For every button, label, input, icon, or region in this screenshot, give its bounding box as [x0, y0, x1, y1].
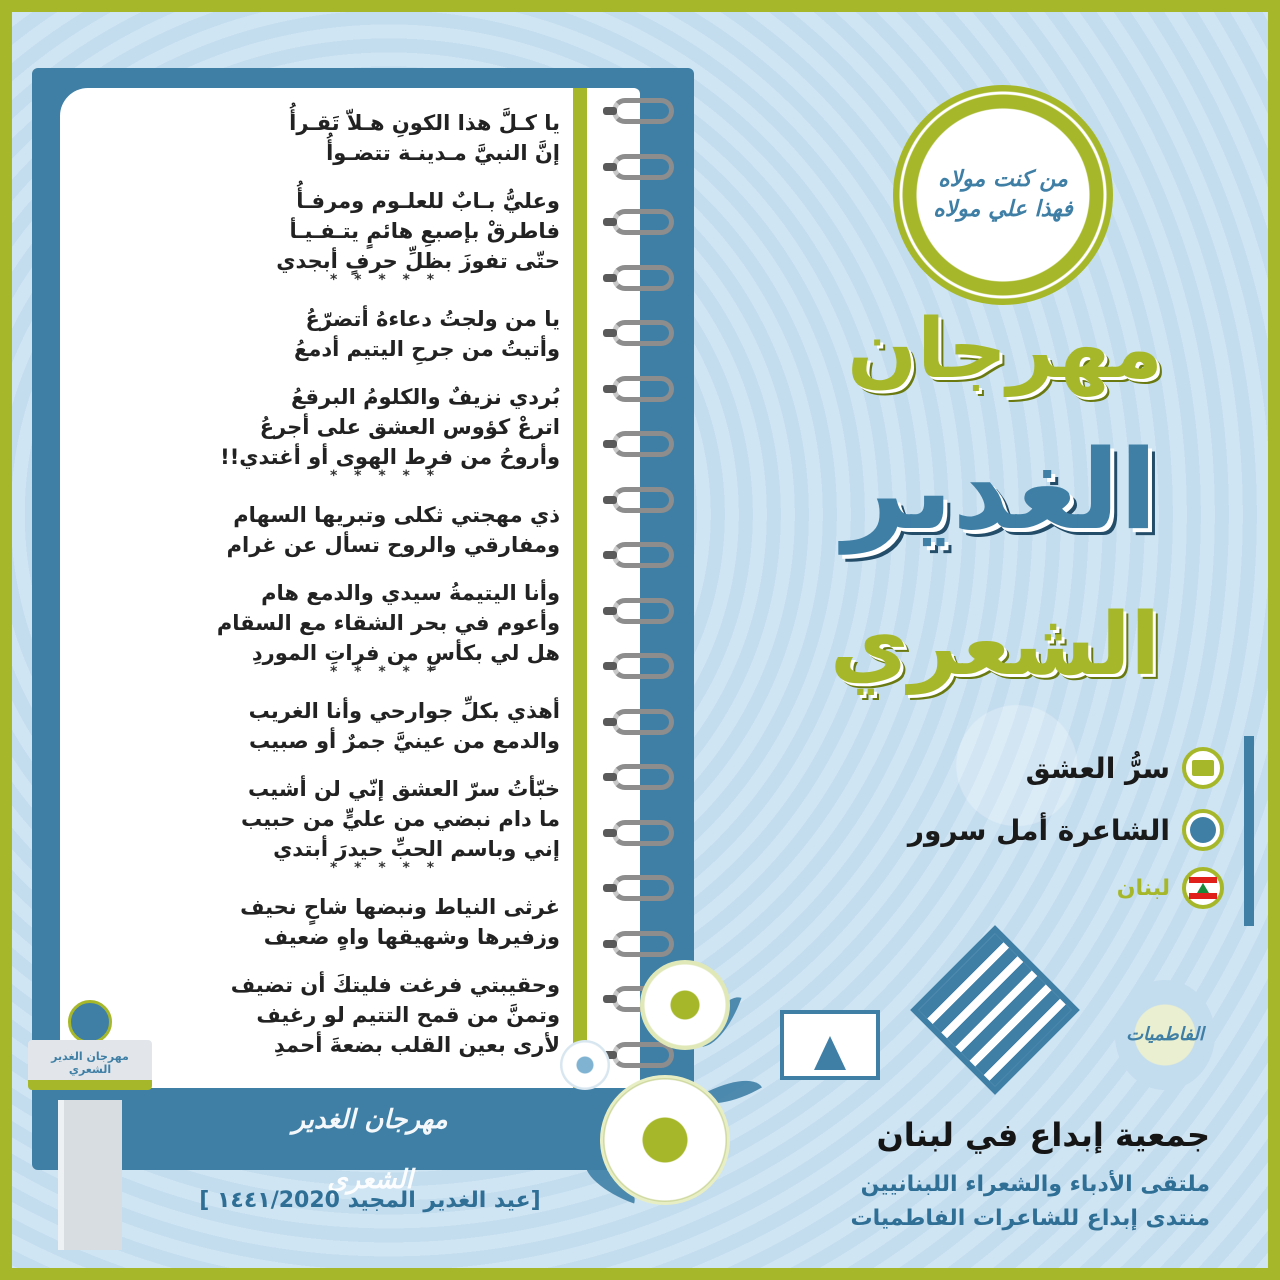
- poem-text: [210, 108, 560, 1057]
- spiral-ring: [612, 98, 674, 124]
- poem-line: اترعْ كؤوس العشق على أجرعُ: [259, 415, 560, 439]
- spiral-ring: [612, 598, 674, 624]
- stanza-separator: * * * * *: [329, 860, 441, 876]
- poem-line: ما دام نبضي من عليٍّ من حبيب: [241, 807, 560, 831]
- podium-label: مهرجان الغدير الشعري: [51, 1050, 129, 1076]
- poem-line: أهذي بكلِّ جوارحي وأنا الغريب: [248, 699, 560, 723]
- info-country-row: [1117, 866, 1224, 910]
- festival-title-line1: مهرجان: [847, 302, 1163, 397]
- poem-line: وأعوم في بحر الشقاء مع السقام: [216, 611, 560, 635]
- spiral-ring: [612, 376, 674, 402]
- poem-line: وعليُّ بـابٌ للعلـوم ومرفـأُ: [296, 189, 560, 213]
- spiral-binding: [612, 98, 682, 1078]
- poem-stanza: [210, 696, 560, 756]
- poem-line: يا من ولجتُ دعاءهُ أتضرّعُ: [305, 307, 560, 331]
- spiral-ring: [612, 265, 674, 291]
- book-icon: [1182, 747, 1224, 789]
- spiral-ring: [612, 542, 674, 568]
- poem-stanza: [210, 500, 560, 560]
- festival-date: [عيد الغدير المجيد ١٤٤١/2020 ]: [199, 1188, 541, 1213]
- poem-line: ومفارقي والروح تسأل عن غرام: [226, 533, 560, 557]
- poem-stanza: [210, 186, 560, 286]
- poem-line: ذي مهجتي ثكلى وتبريها السهام: [233, 503, 560, 527]
- poem-line: وتمنَّ من قمح التتيم لو رغيف: [256, 1003, 560, 1027]
- country-name: لبنان: [1116, 875, 1170, 901]
- flower-decoration: [640, 960, 730, 1050]
- poem-line: فاطرقْ بإصبعِ هائمٍ يتـفـيـأ: [289, 219, 560, 243]
- poem-stanza: [210, 774, 560, 874]
- podium-column: [58, 1100, 122, 1250]
- calligraphy-seal: [893, 85, 1113, 305]
- stanza-separator: * * * * *: [329, 664, 441, 680]
- spiral-ring: [612, 931, 674, 957]
- poem-line: لأرى بعين القلب بضعةَ أحمدِ: [273, 1033, 560, 1057]
- book-cedar-logo-icon: [780, 1010, 880, 1080]
- poem-line: يا كـلَّ هذا الكونِ هـلاّ تَقـرأُ: [289, 111, 560, 135]
- podium-seal-icon: [68, 1000, 112, 1044]
- spiral-ring: [612, 653, 674, 679]
- poem-stanza: [210, 304, 560, 364]
- poem-line: وأتيتُ من جرحِ اليتيم أدمعُ: [293, 337, 560, 361]
- fatimiyat-logo: الفاطميات: [1115, 980, 1215, 1090]
- poem-line: خبّأتُ سرّ العشق إنّي لن أشيب: [248, 777, 560, 801]
- poem-line: وأنا اليتيمةُ سيدي والدمع هام: [261, 581, 560, 605]
- page-margin-line: [573, 88, 587, 1088]
- festival-logo-notebook: مهرجان الغدير الشعري: [292, 1105, 448, 1195]
- poem-line: حتّى تفوزَ بظلِّ حرفٍ أبجدي: [276, 249, 560, 273]
- user-icon: [1182, 809, 1224, 851]
- festival-title-line2: الغدير: [842, 426, 1158, 554]
- forum-line-1: ملتقى الأدباء والشعراء اللبنانيين: [860, 1172, 1210, 1197]
- poem-stanza: [210, 382, 560, 482]
- lebanon-flag-icon: [1182, 867, 1224, 909]
- info-poem-title-row: [1026, 746, 1224, 790]
- poem-line: وزفيرها وشهيقها واهٍ ضعيف: [263, 925, 560, 949]
- poem-stanza: [210, 970, 560, 1060]
- poem-line: إنَّ النبيَّ مـدينـة تتضـوأُ: [326, 141, 560, 165]
- kufic-square-logo-icon: [910, 925, 1080, 1095]
- flower-decoration: [560, 1040, 610, 1090]
- seal-text: من كنت مولاه فهذا علي مولاه: [933, 167, 1073, 222]
- flower-decoration: [600, 1075, 730, 1205]
- poem-stanza: [210, 108, 560, 168]
- info-accent-bar: [1244, 736, 1254, 926]
- poem-line: هل لي بكأسٍ من فراتِ الموردِ: [251, 641, 560, 665]
- poem-line: بُردي نزيفٌ والكلومُ البرقعُ: [290, 385, 560, 409]
- poet-name: الشاعرة أمل سرور: [907, 813, 1170, 847]
- spiral-ring: [612, 487, 674, 513]
- poem-stanza: [210, 892, 560, 952]
- poem-line: وأروحُ من فرط الهوى أو أغتدي!!: [220, 445, 560, 469]
- spiral-ring: [612, 875, 674, 901]
- forum-line-2: منتدى إبداع للشاعرات الفاطميات: [850, 1206, 1210, 1231]
- association-name: جمعية إبداع في لبنان: [876, 1116, 1210, 1154]
- spiral-ring: [612, 154, 674, 180]
- poem-line: والدمع من عينيَّ جمرٌ أو صبيب: [248, 729, 560, 753]
- spiral-ring: [612, 709, 674, 735]
- poem-line: غرثى النياط ونبضها شاحٍ نحيف: [240, 895, 560, 919]
- spiral-ring: [612, 320, 674, 346]
- poem-line: إني وباسم الحبِّ حيدرَ أبتدي: [273, 837, 560, 861]
- spiral-ring: [612, 764, 674, 790]
- spiral-ring: [612, 820, 674, 846]
- info-poet-row: [908, 808, 1224, 852]
- poem-title: سرُّ العشق: [1025, 751, 1170, 785]
- spiral-ring: [612, 431, 674, 457]
- podium-illustration: [20, 1000, 160, 1260]
- logos-row: [780, 950, 1220, 1090]
- stanza-separator: * * * * *: [329, 272, 441, 288]
- poem-line: وحقيبتي فرغت فليتكَ أن تضيف: [230, 973, 560, 997]
- stanza-separator: * * * * *: [329, 468, 441, 484]
- poem-stanza: [210, 578, 560, 678]
- spiral-ring: [612, 209, 674, 235]
- festival-title-line3: الشعري: [829, 595, 1160, 695]
